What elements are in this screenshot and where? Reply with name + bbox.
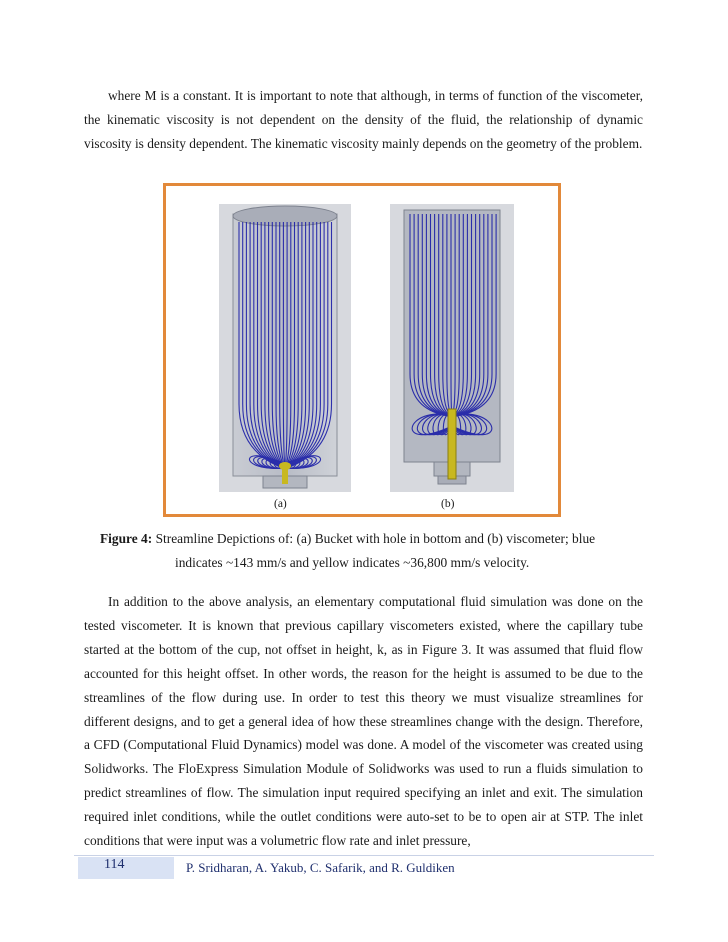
- page-number: 114: [104, 857, 125, 872]
- figure-label-a: (a): [274, 498, 287, 510]
- bucket-streamline-image: [219, 204, 351, 492]
- figure-frame: [163, 183, 561, 517]
- body-paragraph-1: where M is a constant. It is important to note that although, in terms of function of the viscometer, the kinematic viscosity is not dependent on the density of the fluid, the relationship of dynamic viscosity is density dependent. The kinematic viscosity mainly depends on the geometry of the problem.: [84, 88, 643, 151]
- body-paragraph-2: In addition to the above analysis, an elementary computational fluid simulation was done on the tested viscometer. It is known that previous capillary viscometers existed, where the capillary tube started at the bottom of the cup, not offset in height, k, as in Figure 3. It was assumed that fluid flow accounted for this height offset. In other words, the reason for the height is assumed to be due to the streamlines of the flow during use. In order to test this theory we must visualize streamlines for different designs, and to get a general idea of how these streamlines change with the design. Therefore, a CFD (Computational Fluid Dynamics) model was done. A model of the viscometer was created using Solidworks. The FloExpress Simulation Module of Solidworks was used to run a fluids simulation to predict streamlines of flow. The simulation input required specifying an inlet and exit. The simulation required inlet conditions, while the outlet conditions were auto-set to be to open air at STP. The inlet conditions that were input was a volumetric flow rate and inlet pressure,: [84, 594, 643, 849]
- footer-authors: P. Sridharan, A. Yakub, C. Safarik, and R. Guldiken: [186, 860, 455, 875]
- viscometer-streamline-image: [390, 204, 514, 492]
- footer-divider: [74, 855, 654, 856]
- figure-label-b: (b): [441, 498, 455, 510]
- page-number-box: [78, 857, 174, 879]
- figure-caption: [100, 527, 640, 575]
- caption-label: Figure 4:: [100, 531, 153, 546]
- caption-line-2: indicates ~143 mm/s and yellow indicates ~36,800 mm/s velocity.: [175, 555, 530, 570]
- caption-line-1: Streamline Depictions of: (a) Bucket with hole in bottom and (b) viscometer; blue: [155, 531, 596, 546]
